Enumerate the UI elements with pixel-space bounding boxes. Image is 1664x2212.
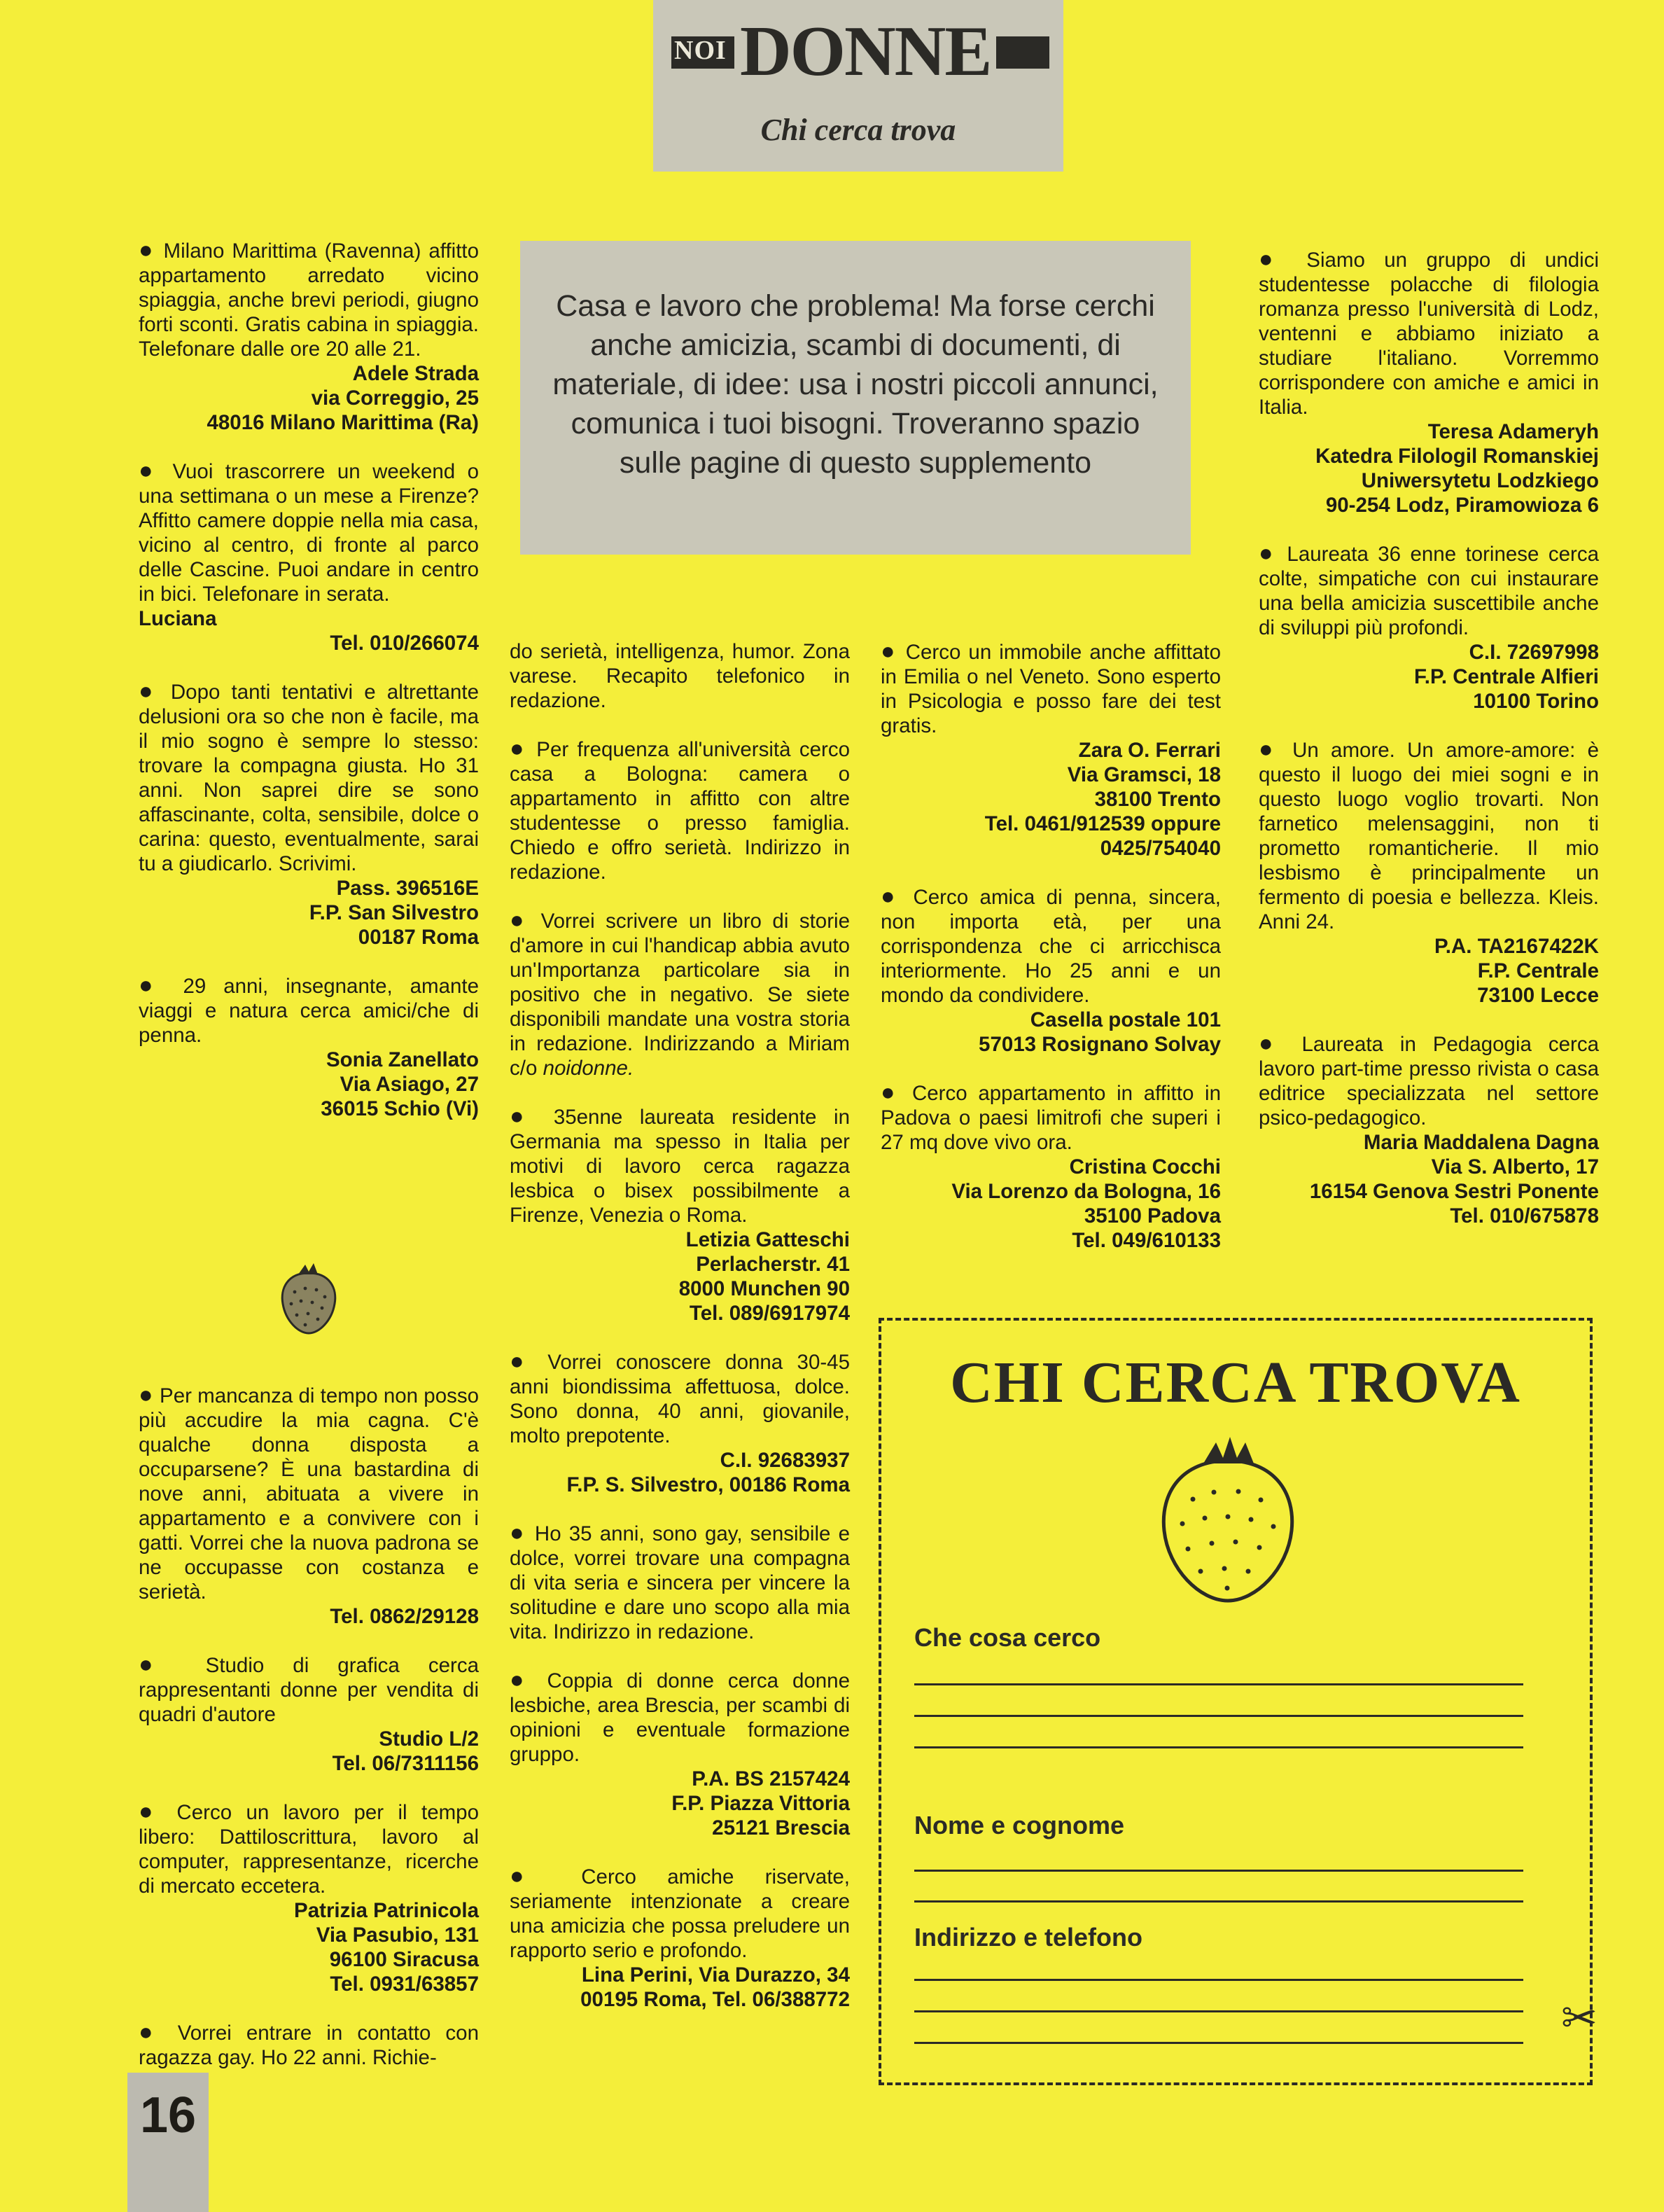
ad-body: 35enne laureata residente in Germania ma spesso in Italia per motivi di lavoro cerca ragazza lesbica o bisex possibilmente a Firenze, Venezia o Roma. (510, 1106, 850, 1227)
masthead (653, 0, 1063, 172)
ad-signature-line: Zara O. Ferrari (1078, 739, 1221, 762)
classified-ad (1259, 541, 1599, 714)
ad-signature-line: Tel. 049/610133 (1072, 1229, 1221, 1252)
field-label-name: Nome e cognome (914, 1811, 1125, 1839)
ad-signature-line: 96100 Siracusa (329, 1948, 479, 1971)
ad-signature-line: 35100 Padova (1084, 1204, 1221, 1227)
ad-signature-line: C.I. 72697998 (1469, 641, 1599, 664)
classified-ad (510, 1104, 850, 1326)
ad-signature-line: 8000 Munchen 90 (678, 1277, 850, 1300)
ad-text (1259, 541, 1599, 640)
classified-ad (139, 2020, 479, 2070)
ad-signature-line: 38100 Trento (1094, 788, 1221, 811)
classified-ad (139, 1653, 479, 1776)
classified-ad (1259, 247, 1599, 517)
ad-text (510, 737, 850, 884)
intro-box: Casa e lavoro che problema! Ma forse cerchi anche amicizia, scambi di documenti, di materiale, di idee: usa i nostri piccoli annunci, comunica i tuoi bisogni. Troveranno spazio sulle pagine di questo supplemento (520, 241, 1191, 555)
ad-text (510, 1104, 850, 1227)
ad-signature-line: F.P. Centrale Alfieri (1414, 665, 1599, 688)
ad-body: do serietà, intelligenza, humor. Zona varese. Recapito telefonico in redazione. (510, 640, 850, 712)
ad-signature-line: Via Gramsci, 18 (1067, 763, 1221, 786)
classified-ad (510, 1521, 850, 1644)
ad-signature-line: Via Pasubio, 131 (316, 1924, 479, 1947)
ad-text (1259, 1031, 1599, 1130)
scissors-icon: ✂ (1561, 1994, 1597, 2043)
ad-signature-line: Maria Maddalena Dagna (1363, 1131, 1599, 1154)
field-line[interactable] (914, 2010, 1523, 2012)
ad-body: Laureata in Pedagogia cerca lavoro part-time presso rivista o casa editrice specializzata nel settore psico-pedagogico. (1259, 1033, 1599, 1129)
ad-text (1259, 737, 1599, 934)
ad-body: Cerco un lavoro per il tempo libero: Dattiloscrittura, lavoro al computer, rappresentanze, ricerche di mercato eccetera. (139, 1801, 479, 1898)
ad-signature-line: Uniwersytetu Lodzkiego (1361, 469, 1599, 492)
classified-ad (1259, 737, 1599, 1008)
ad-signature-line: 25121 Brescia (712, 1816, 850, 1839)
ad-signature-line: Patrizia Patrinicola (294, 1899, 479, 1922)
ad-signature-line: Letizia Gatteschi (685, 1228, 850, 1251)
ad-text (139, 238, 479, 361)
ad-body: Per frequenza all'università cerco casa a Bologna: camera o appartamento in affitto con altre studentesse o presso famiglia. Chiedo e offro serietà. Indirizzo in redazione. (510, 738, 850, 884)
classified-ad (881, 639, 1221, 861)
ad-body: 29 anni, insegnante, amante viaggi e natura cerca amici/che di penna. (139, 975, 479, 1047)
strawberry-icon (277, 1260, 340, 1337)
page-number: 16 (139, 2087, 197, 2143)
ad-emphasis: noidonne. (543, 1057, 634, 1080)
ad-signature-line: Pass. 396516E (336, 877, 479, 900)
page-number-box (127, 2073, 209, 2212)
ad-text (881, 639, 1221, 738)
ad-signature-line: Studio L/2 (379, 1727, 479, 1751)
field-line[interactable] (914, 1746, 1523, 1748)
ad-body: Vorrei conoscere donna 30-45 anni biondissima affettuosa, dolce. Sono donna, 40 anni, giovanile, molto prepotente. (510, 1351, 850, 1447)
coupon-title: CHI CERCA TROVA (950, 1350, 1521, 1415)
ad-signature-line: 73100 Lecce (1477, 984, 1599, 1007)
ad-signature-line: Via Lorenzo da Bologna, 16 (951, 1180, 1221, 1203)
ad-signature-line: Tel. 0461/912539 oppure (984, 812, 1221, 835)
column-2 (510, 639, 850, 2036)
classified-ad (139, 459, 479, 655)
classified-ad (510, 1349, 850, 1497)
ad-signature-line: 57013 Rosignano Solvay (979, 1033, 1221, 1056)
ad-body: Cerco appartamento in affitto in Padova o paesi limitrofi che superi i 27 mq dove vivo ora. (881, 1082, 1221, 1154)
ad-signature-line: F.P. Centrale (1477, 959, 1599, 982)
ad-signature-line: F.P. San Silvestro (309, 901, 479, 924)
classified-ad (139, 973, 479, 1121)
ad-signature-line: F.P. Piazza Vittoria (671, 1792, 850, 1815)
field-line[interactable] (914, 1900, 1523, 1903)
ad-signature-line: Sonia Zanellato (326, 1048, 479, 1071)
ad-signature-line: Katedra Filologil Romanskiej (1315, 445, 1599, 468)
field-label-what: Che cosa cerco (914, 1623, 1101, 1652)
classified-ad (139, 1800, 479, 1996)
ad-body: Studio di grafica cerca rappresentanti donne per vendita di quadri d'autore (139, 1654, 479, 1726)
classified-ad (510, 1668, 850, 1840)
ad-signature-line: 36015 Schio (Vi) (321, 1097, 479, 1120)
ad-body: Un amore. Un amore-amore: è questo il luogo dei miei sogni e in questo luogo voglio trovarti. Non farnetico melensaggini, non ti prometto romanticherie. Il mio lesbismo è principalmente un fermento di poesia e bellezza. Kleis. Anni 24. (1259, 739, 1599, 933)
ad-signature-line: 00195 Roma, Tel. 06/388772 (580, 1988, 850, 2011)
ad-signature-line: Lina Perini, Via Durazzo, 34 (581, 1963, 850, 1987)
ad-body: Cerco un immobile anche affittato in Emilia o nel Veneto. Sono esperto in Psicologia e posso fare dei test gratis. (881, 641, 1221, 737)
ad-text (881, 1080, 1221, 1155)
ad-signature-line: Via Asiago, 27 (340, 1073, 479, 1096)
ad-signature-line: Tel. 010/675878 (1450, 1204, 1599, 1227)
ad-body: Vorrei entrare in contatto con ragazza gay. Ho 22 anni. Richie- (139, 2022, 479, 2069)
ad-text (881, 884, 1221, 1008)
classified-ad (510, 737, 850, 884)
column-3 (881, 639, 1221, 1277)
classified-ad (881, 884, 1221, 1057)
ad-text (139, 1800, 479, 1898)
ad-signature-line: Tel. 089/6917974 (689, 1302, 850, 1325)
ad-signature-line: Perlacherstr. 41 (696, 1253, 850, 1276)
masthead-noi: NOI (674, 36, 727, 65)
classified-ad (510, 639, 850, 713)
ad-signature-line: Teresa Adameryh (1427, 420, 1599, 443)
ad-signature-line: 48016 Milano Marittima (Ra) (207, 411, 479, 434)
classified-ad (881, 1080, 1221, 1253)
ad-text (510, 1521, 850, 1644)
ad-name: Luciana (139, 607, 217, 630)
field-line[interactable] (914, 1979, 1523, 1981)
ad-signature-line: Tel. 010/266074 (330, 632, 479, 655)
ad-text (510, 1668, 850, 1767)
ad-signature-line: Adele Strada (352, 362, 479, 385)
classified-ad (139, 238, 479, 435)
coupon-form (879, 1318, 1593, 2085)
ad-signature-line: P.A. BS 2157424 (692, 1767, 850, 1790)
ad-text (510, 908, 850, 1080)
ad-signature-line: Via S. Alberto, 17 (1431, 1155, 1599, 1178)
ad-text (139, 2020, 479, 2070)
strawberry-icon (1154, 1433, 1301, 1608)
column-1 (139, 238, 479, 1145)
classified-ad (510, 1864, 850, 2012)
ad-signature-line: 10100 Torino (1473, 690, 1599, 713)
ad-signature-line: Casella postale 101 (1030, 1008, 1221, 1031)
field-line[interactable] (914, 1683, 1523, 1685)
classified-ad (139, 679, 479, 950)
field-line[interactable] (914, 2042, 1523, 2044)
ad-signature-line: F.P. S. Silvestro, 00186 Roma (566, 1473, 850, 1496)
ad-signature-line: 00187 Roma (358, 926, 479, 949)
ad-body: Laureata 36 enne torinese cerca colte, simpatiche con cui instaurare una bella amicizia suscettibile anche di sviluppi più profondi. (1259, 543, 1599, 639)
ad-body: Milano Marittima (Ravenna) affitto appartamento arredato vicino spiaggia, anche brevi periodi, giugno forti sconti. Gratis cabina in spiaggia. Telefonare dalle ore 20 alle 21. (139, 239, 479, 361)
ad-text (1259, 247, 1599, 419)
ad-signature-line: Tel. 0931/63857 (330, 1973, 479, 1996)
field-line[interactable] (914, 1715, 1523, 1717)
ad-body: Dopo tanti tentativi e altrettante delusioni ora so che non è facile, ma il mio sogno è sempre lo stesso: trovare la compagna giusta. Ho 31 anni. Non saprei dire se sono affascinante, colta, sensibile, dolce o carina: questo, eventualmente, sarai tu a giudicarlo. Scrivimi. (139, 681, 479, 875)
ad-text (510, 1349, 850, 1448)
ad-signature-line: Tel. 06/7311156 (332, 1752, 479, 1775)
field-line[interactable] (914, 1870, 1523, 1872)
ad-signature-line: 16154 Genova Sestri Ponente (1309, 1180, 1599, 1203)
ad-text (139, 1383, 479, 1604)
ad-text (510, 639, 850, 713)
masthead-title: DONNE (734, 14, 996, 90)
ad-text (139, 1653, 479, 1727)
ad-signature-line: Tel. 0862/29128 (330, 1605, 479, 1628)
masthead-subtitle: Chi cerca trova (760, 113, 956, 147)
ad-body: Coppia di donne cerca donne lesbiche, area Brescia, per scambi di opinioni e eventuale formazione gruppo. (510, 1669, 850, 1766)
column-4 (1259, 247, 1599, 1252)
ad-body: Vorrei scrivere un libro di storie d'amore in cui l'handicap abbia avuto un'Importanza particolare sia in positivo che in negativo. Se siete disponibili mandate una vostra storia in redazione. Indirizzando a Miriam c/o (510, 910, 851, 1080)
ad-signature-line: via Correggio, 25 (311, 387, 479, 410)
ad-signature-line: Cristina Cocchi (1069, 1155, 1221, 1178)
column-1-bottom (139, 1383, 479, 2094)
classified-ad (139, 1383, 479, 1629)
ad-signature-line: C.I. 92683937 (720, 1449, 850, 1472)
ad-text (510, 1864, 850, 1963)
ad-body: Cerco amiche riservate, seriamente intenzionate a creare una amicizia che possa preludere un rapporto serio e profondo. (510, 1865, 851, 1962)
ad-body: Ho 35 anni, sono gay, sensibile e dolce, vorrei trovare una compagna di vita seria e sincera per vincere la solitudine e dare uno scopo alla mia vita. Indirizzo in redazione. (510, 1522, 851, 1643)
ad-signature-line: P.A. TA2167422K (1434, 935, 1599, 958)
ad-body: Siamo un gruppo di undici studentesse polacche di filologia romanza presso l'università di Lodz, ventenni e abbiamo iniziato a studiare l'italiano. Vorremmo corrispondere con amiche e amici in Italia. (1259, 249, 1600, 419)
ad-text (139, 459, 479, 606)
ad-signature-line: 90-254 Lodz, Piramowioza 6 (1325, 494, 1599, 517)
ad-text (139, 679, 479, 876)
field-label-address: Indirizzo e telefono (914, 1923, 1143, 1952)
ad-body: Per mancanza di tempo non posso più accudire la mia cagna. C'è qualche donna disposta a occuparsene? È una bastardina di nove anni, abituata a vivere in appartamento e a convivere con i gatti. Vorrei che la nuova padrona se ne occupasse con costanza e serietà. (139, 1384, 480, 1604)
classified-ad (510, 908, 850, 1080)
classified-ad (1259, 1031, 1599, 1228)
ad-body: Cerco amica di penna, sincera, non importa età, per una corrispondenza che ci arricchisca interiormente. Ho 25 anni e un mondo da condividere. (881, 886, 1221, 1007)
ad-body: Vuoi trascorrere un weekend o una settimana o un mese a Firenze? Affitto camere doppie nella mia casa, vicino al centro, di fronte al parco delle Cascine. Puoi andare in centro in bici. Telefonare in serata. (139, 460, 479, 606)
ad-text (139, 973, 479, 1048)
ad-signature-line: 0425/754040 (1100, 837, 1221, 860)
